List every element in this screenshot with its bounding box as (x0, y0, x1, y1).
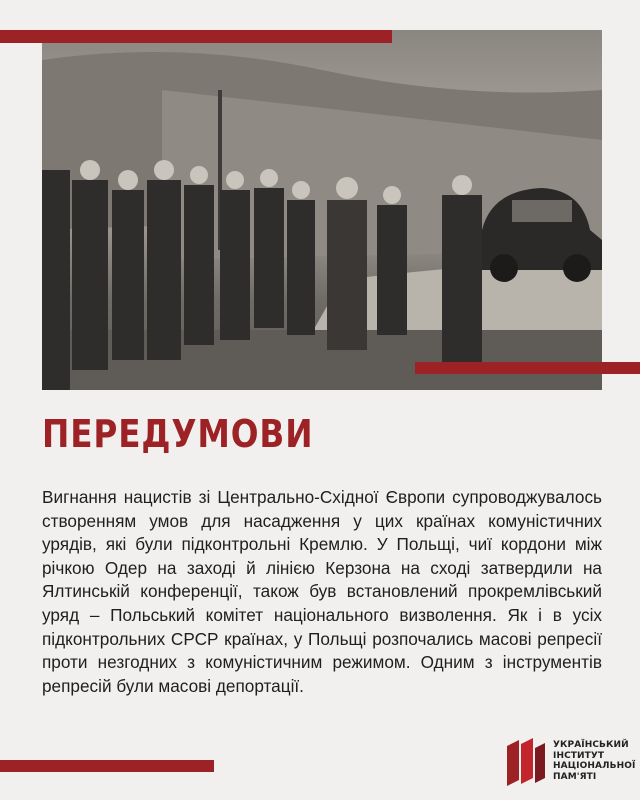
institute-logo (505, 738, 635, 788)
bottom-accent-bar (0, 760, 214, 772)
logo-line: УКРАЇНСЬКИЙ (553, 740, 629, 750)
institute-logo-text (553, 740, 635, 782)
body-paragraph: Вигнання нацистів зі Центрально-Східної Європи супроводжувалось створенням умов для насадження у цих країнах комуністичних урядів, які були підконтрольні Кремлю. У Польщі, чиї кордони між річкою Одер на заході й лінією Керзона на сході затвердили на Ялтинській конференції, також був встановлений прокремлівський уряд – Польський комітет національного визволення. Як і в усіх підконтрольних СРСР країнах, у Польщі розпочались масові репресії проти незгодних з комуністичним режимом. Одним з інструментів репресій були масові депортації. (42, 487, 602, 696)
top-accent-bar (0, 30, 392, 43)
institute-logo-icon (505, 738, 547, 788)
page-title: ПЕРЕДУМОВИ (42, 412, 314, 456)
middle-accent-bar (415, 362, 640, 374)
logo-line: НАЦІОНАЛЬНОЇ (553, 761, 636, 771)
logo-line: ПАМ'ЯТІ (553, 771, 597, 782)
historical-photo (42, 30, 602, 390)
logo-line: ІНСТИТУТ (553, 750, 605, 761)
